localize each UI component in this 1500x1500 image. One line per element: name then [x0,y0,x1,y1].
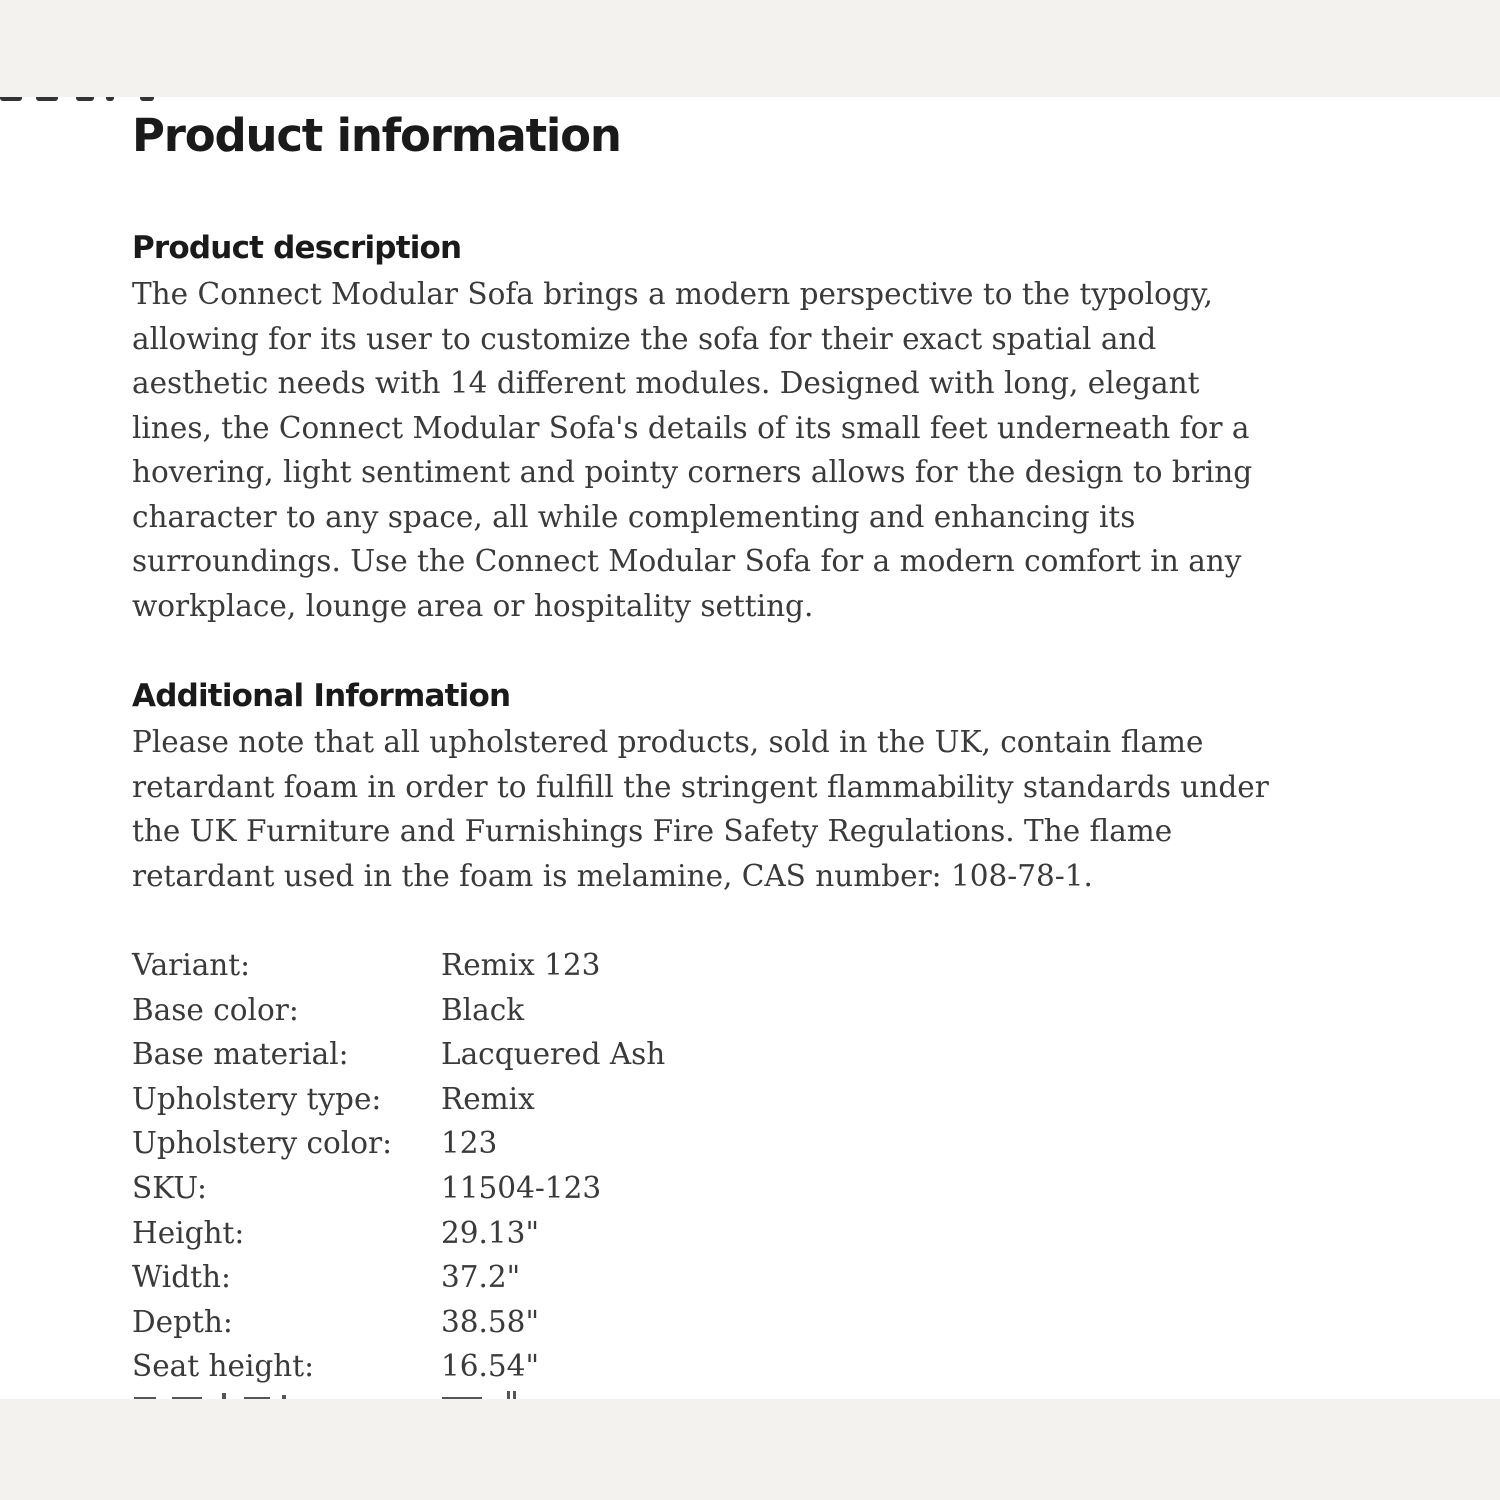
spec-value: 11504-123 [441,1170,602,1205]
spec-label: Depth: [132,1304,233,1339]
spec-row-base-material [132,1032,665,1077]
spec-value: Remix 123 [441,948,601,982]
additional-line: Please note that all upholstered products, sold in the UK, contain flame [132,725,1204,759]
spec-label: Upholstery type: [132,1081,382,1116]
spec-label: Base material: [132,1037,349,1072]
spec-label: SKU: [132,1170,207,1205]
product-info-panel [0,97,1500,1399]
spec-label: Upholstery color: [132,1126,393,1161]
product-description-heading: Product description [132,230,462,266]
spec-table [132,943,665,1389]
spec-label: Height: [132,1215,245,1250]
description-line: aesthetic needs with 14 different modules. Designed with long, elegant [132,366,1200,400]
spec-row-depth [132,1300,665,1345]
spec-value: 29.13" [441,1215,540,1250]
spec-value: Remix [441,1081,535,1116]
spec-row-sku [132,1166,665,1211]
additional-information-text [132,720,1387,898]
additional-line: the UK Furniture and Furnishings Fire Safety Regulations. The flame [132,814,1173,848]
description-line: surroundings. Use the Connect Modular Sofa for a modern comfort in any [132,544,1242,578]
spec-label: Seat height: [132,1349,315,1384]
spec-value: 123 [441,1126,498,1161]
spec-row-upholstery-type [132,1077,665,1122]
page-title: Product information [132,109,621,162]
cropped-spec-row-fragment [132,1388,552,1399]
additional-line: retardant used in the foam is melamine, CAS number: 108-78-1. [132,858,1093,893]
spec-row-width [132,1255,665,1300]
spec-row-upholstery-color [132,1121,665,1166]
description-line: lines, the Connect Modular Sofa's details of its small feet underneath for a [132,410,1250,445]
description-line: The Connect Modular Sofa brings a modern perspective to the typology, [132,277,1213,311]
spec-value: 38.58" [441,1304,540,1339]
spec-value: 16.54" [441,1349,540,1384]
spec-label: Base color: [132,992,299,1027]
spec-row-base-color [132,988,665,1033]
product-description-text [132,272,1387,628]
spec-row-variant [132,943,665,988]
spec-label: Variant: [132,948,251,982]
description-line: character to any space, all while complementing and enhancing its [132,499,1136,534]
additional-line: retardant foam in order to fulfill the stringent flammability standards under [132,769,1269,804]
spec-value: 37.2" [441,1260,521,1295]
spec-row-height [132,1211,665,1256]
additional-information-heading: Additional Information [132,678,511,714]
spec-row-seat-height [132,1344,665,1389]
spec-label: Width: [132,1260,231,1295]
spec-value: Black [441,992,525,1027]
description-line: workplace, lounge area or hospitality setting. [132,588,814,623]
description-line: allowing for its user to customize the sofa for their exact spatial and [132,321,1157,356]
description-line: hovering, light sentiment and pointy corners allows for the design to bring [132,455,1253,489]
spec-value: Lacquered Ash [441,1037,666,1072]
cropped-text-fragment [0,97,160,103]
